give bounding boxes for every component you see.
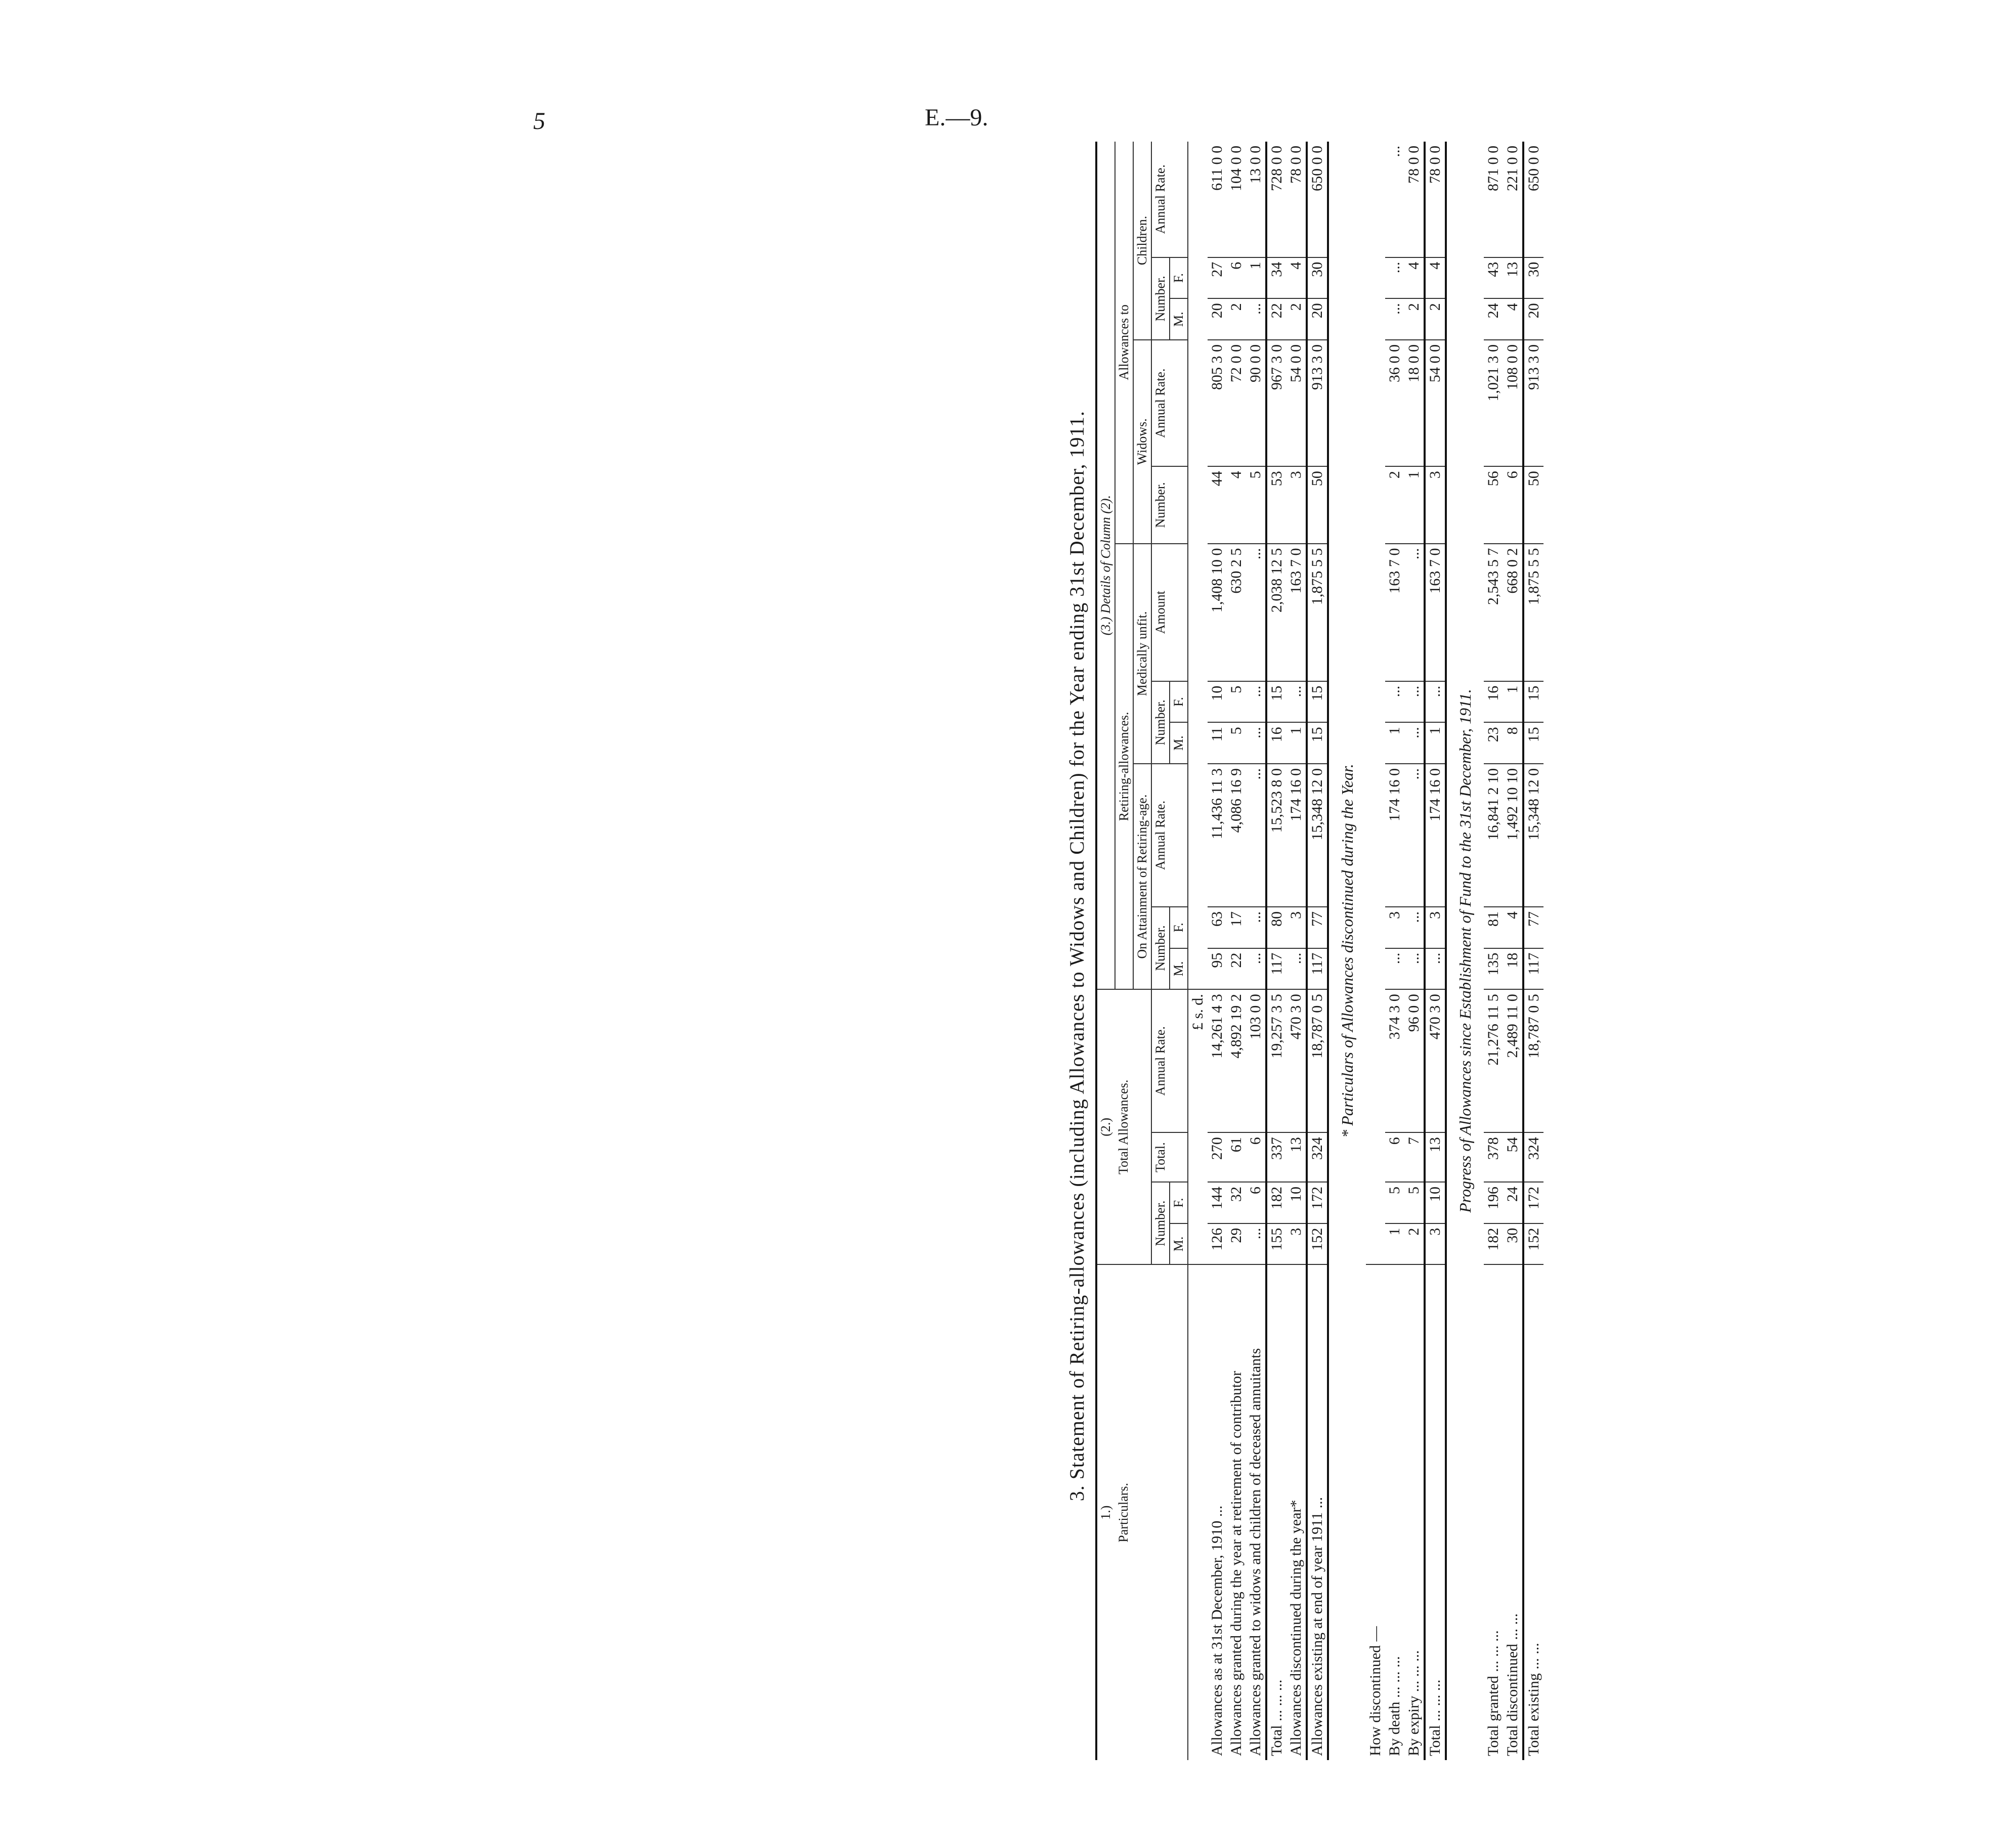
table-cell: 728 0 0 [1266, 142, 1286, 257]
table-row [1484, 142, 1503, 1760]
table-cell: 3 [1425, 907, 1446, 948]
table-cell: 78 0 0 [1425, 142, 1446, 257]
table-cell: 913 3 0 [1523, 340, 1543, 466]
table-cell: 2 [1425, 298, 1446, 340]
table-cell: 2,038 12 5 [1266, 544, 1286, 681]
table-cell: 27 [1208, 257, 1227, 299]
female-head: F. [1170, 907, 1188, 948]
table-cell: 6 [1246, 1132, 1266, 1182]
table-cell: 103 0 0 [1246, 989, 1266, 1132]
row-label: Allowances existing at end of year 1911 ... [1309, 1497, 1325, 1756]
table-cell: 108 0 0 [1503, 340, 1523, 466]
table-cell: 63 [1208, 907, 1227, 948]
table-cell: 15,348 12 0 [1523, 764, 1543, 907]
table-cell: 5 [1227, 681, 1246, 723]
table-cell: 11 [1208, 722, 1227, 764]
table-cell: 4,086 16 9 [1227, 764, 1246, 907]
male-head: M. [1170, 298, 1188, 340]
table-cell: 77 [1523, 907, 1543, 948]
table-cell: 5 [1246, 466, 1266, 543]
table-cell: 144 [1208, 1182, 1227, 1223]
table-cell: 6 [1246, 1182, 1266, 1223]
table-cell: 90 0 0 [1246, 340, 1266, 466]
row-label: By expiry ... ... ... [1405, 1650, 1422, 1756]
table-cell: ... [1404, 764, 1425, 907]
row-label: Allowances as at 31st December, 1910 ... [1209, 1505, 1225, 1756]
table-cell: 805 3 0 [1208, 340, 1227, 466]
discontinued-section-title: * Particulars of Allowances discontinued during the Year. [1338, 764, 1356, 1138]
page-number: 5 [533, 108, 545, 135]
table-cell: 2 [1404, 1223, 1425, 1265]
retiring-head: Retiring-allowances. [1115, 544, 1133, 990]
table-row [1385, 142, 1404, 1760]
table-cell: 2 [1385, 466, 1404, 543]
col2-head: (2.) [1096, 989, 1115, 1264]
table-cell: 22 [1266, 298, 1286, 340]
table-cell: 5 [1227, 722, 1246, 764]
table-cell: 10 [1208, 681, 1227, 723]
allowances-to-head: Allowances to [1115, 142, 1133, 544]
table-cell: 13 [1425, 1132, 1446, 1182]
table-cell: 13 0 0 [1246, 142, 1266, 257]
details-head: Details of Column (2). [1098, 495, 1113, 614]
col3-head: (3.) [1098, 617, 1113, 636]
table-cell: 3 [1425, 1223, 1446, 1265]
table-cell: 19,257 3 5 [1266, 989, 1286, 1132]
number-head: Number. [1151, 1182, 1170, 1264]
row-label: Total ... ... ... [1427, 1679, 1443, 1756]
table-cell: 913 3 0 [1307, 340, 1328, 466]
table-cell: 18,787 0 5 [1523, 989, 1543, 1132]
table-cell: ... [1404, 544, 1425, 681]
table-cell: ... [1425, 948, 1446, 990]
table-cell: 221 0 0 [1503, 142, 1523, 257]
table-cell: 16 [1484, 681, 1503, 723]
table-cell: 172 [1307, 1182, 1328, 1223]
row-label: Allowances granted during the year at retirement of contributor [1228, 1371, 1245, 1756]
male-head: M. [1170, 722, 1188, 764]
row-label: By death ... ... ... [1386, 1656, 1403, 1756]
table-cell: 1,492 10 10 [1503, 764, 1523, 907]
table-cell: 32 [1227, 1182, 1246, 1223]
rotated-statement [1065, 142, 2016, 1760]
table-cell: 152 [1307, 1223, 1328, 1265]
table-cell: 54 0 0 [1425, 340, 1446, 466]
on-attainment-head: On Attainment of Retiring-age. [1133, 764, 1151, 989]
table-cell: 16 [1266, 722, 1286, 764]
table-cell: 611 0 0 [1208, 142, 1227, 257]
table-cell: 44 [1208, 466, 1227, 543]
table-cell: ... [1385, 681, 1404, 723]
table-cell: 104 0 0 [1227, 142, 1246, 257]
table-cell: 1,021 3 0 [1484, 340, 1503, 466]
table-cell: ... [1404, 681, 1425, 723]
table-cell: 1 [1503, 681, 1523, 723]
number-head: Number. [1151, 466, 1188, 543]
table-cell: 182 [1266, 1182, 1286, 1223]
annual-rate-head: Annual Rate. [1151, 989, 1188, 1132]
table-cell: 163 7 0 [1385, 544, 1404, 681]
table-cell: 3 [1286, 1223, 1307, 1265]
table-cell: 6 [1385, 1132, 1404, 1182]
table-cell: 4 [1227, 466, 1246, 543]
table-cell: 1 [1425, 722, 1446, 764]
table-cell: 95 [1208, 948, 1227, 990]
total-head: Total. [1151, 1132, 1188, 1182]
statement-title: 3. Statement of Retiring-allowances (including Allowances to Widows and Children) for the Year ending 31st December, 1911. [1065, 410, 1088, 1502]
table-cell: ... [1286, 948, 1307, 990]
table-row [1523, 142, 1543, 1760]
table-cell: 15 [1266, 681, 1286, 723]
table-cell: 81 [1484, 907, 1503, 948]
table-cell: 155 [1266, 1223, 1286, 1265]
table-cell: 8 [1503, 722, 1523, 764]
table-row [1286, 142, 1307, 1760]
table-cell: 15 [1307, 681, 1328, 723]
table-cell: ... [1404, 948, 1425, 990]
table-cell: 15 [1307, 722, 1328, 764]
table-cell: 2 [1286, 298, 1307, 340]
table-cell: 2,543 5 7 [1484, 544, 1503, 681]
number-head: Number. [1151, 681, 1170, 764]
table-cell: 4 [1404, 257, 1425, 299]
table-cell: ... [1385, 142, 1404, 257]
col1-head: 1.) [1098, 1505, 1113, 1520]
table-cell: 54 0 0 [1286, 340, 1307, 466]
table-cell: 324 [1523, 1132, 1543, 1182]
table-cell: 163 7 0 [1425, 544, 1446, 681]
table-cell: 17 [1227, 907, 1246, 948]
table-cell: 3 [1425, 466, 1446, 543]
male-head: M. [1170, 948, 1188, 990]
table-cell: 15 [1523, 722, 1543, 764]
male-head: M. [1170, 1223, 1188, 1265]
children-head: Children. [1133, 142, 1151, 340]
table-cell: 117 [1266, 948, 1286, 990]
table-cell: ... [1404, 907, 1425, 948]
table-cell: 18 [1503, 948, 1523, 990]
table-cell: 18 0 0 [1404, 340, 1425, 466]
table-cell: 50 [1307, 466, 1328, 543]
table-cell: 152 [1523, 1223, 1543, 1265]
table-cell: 163 7 0 [1286, 544, 1307, 681]
annual-rate-head: Annual Rate. [1151, 142, 1188, 257]
table-cell: 126 [1208, 1223, 1227, 1265]
medically-unfit-head: Medically unfit. [1133, 544, 1151, 764]
table-cell: 11,436 11 3 [1208, 764, 1227, 907]
widows-head: Widows. [1133, 340, 1151, 544]
table-cell: 6 [1503, 466, 1523, 543]
table-row [1404, 142, 1425, 1760]
table-row [1227, 142, 1246, 1760]
table-cell: 2,489 11 0 [1503, 989, 1523, 1132]
table-cell: 34 [1266, 257, 1286, 299]
annual-rate-head: Annual Rate. [1151, 764, 1188, 907]
table-cell: ... [1385, 298, 1404, 340]
table-cell: 18,787 0 5 [1307, 989, 1328, 1132]
table-cell: 668 0 2 [1503, 544, 1523, 681]
table-cell: 4 [1503, 907, 1523, 948]
row-label: Total discontinued ... ... [1504, 1613, 1521, 1756]
table-cell: 1,875 5 5 [1523, 544, 1543, 681]
table-cell: 23 [1484, 722, 1503, 764]
table-cell: 1 [1385, 722, 1404, 764]
table-cell: ... [1246, 764, 1266, 907]
female-head: F. [1170, 681, 1188, 723]
table-row [1425, 142, 1446, 1760]
table-cell: 1 [1286, 722, 1307, 764]
table-cell: 20 [1523, 298, 1543, 340]
main-body [1188, 142, 1328, 1760]
table-cell: 3 [1286, 907, 1307, 948]
table-cell: 13 [1503, 257, 1523, 299]
table-cell: 56 [1484, 466, 1503, 543]
page-reference: E.—9. [925, 104, 989, 131]
table-cell: 5 [1404, 1182, 1425, 1223]
table-cell: 14,261 4 3 [1208, 989, 1227, 1132]
total-allowances-head: Total Allowances. [1115, 989, 1151, 1264]
table-cell: 16,841 2 10 [1484, 764, 1503, 907]
table-cell: 4 [1286, 257, 1307, 299]
table-cell: 7 [1404, 1132, 1425, 1182]
table-cell: 15,523 8 0 [1266, 764, 1286, 907]
table-cell: 196 [1484, 1182, 1503, 1223]
table-cell: ... [1286, 681, 1307, 723]
table-cell: ... [1246, 1223, 1266, 1265]
table-cell: 1 [1246, 257, 1266, 299]
table-cell: 1 [1385, 1223, 1404, 1265]
number-head: Number. [1151, 257, 1170, 340]
table-cell: ... [1385, 948, 1404, 990]
statement-table [1095, 142, 1543, 1760]
table-cell: 337 [1266, 1132, 1286, 1182]
table-cell: 3 [1286, 466, 1307, 543]
table-cell: 77 [1307, 907, 1328, 948]
table-cell: 4 [1503, 298, 1523, 340]
table-cell: 6 [1227, 257, 1246, 299]
table-cell: 20 [1208, 298, 1227, 340]
table-cell: 53 [1266, 466, 1286, 543]
table-cell: 135 [1484, 948, 1503, 990]
table-cell: ... [1246, 948, 1266, 990]
row-label: Total granted ... ... ... [1485, 1630, 1502, 1756]
table-row [1246, 142, 1266, 1760]
table-cell: 78 0 0 [1404, 142, 1425, 257]
table-cell: ... [1385, 257, 1404, 299]
table-cell: 3 [1385, 907, 1404, 948]
table-cell: 324 [1307, 1132, 1328, 1182]
table-cell: 72 0 0 [1227, 340, 1246, 466]
table-cell: 4,892 19 2 [1227, 989, 1246, 1132]
table-cell: 13 [1286, 1132, 1307, 1182]
progress-body [1484, 142, 1543, 1760]
table-cell: 5 [1385, 1182, 1404, 1223]
table-cell: 22 [1227, 948, 1246, 990]
table-cell: 182 [1484, 1223, 1503, 1265]
how-discontinued-label: How discontinued — [1367, 1626, 1384, 1756]
table-cell: ... [1246, 722, 1266, 764]
table-cell: 650 0 0 [1307, 142, 1328, 257]
table-cell: 374 3 0 [1385, 989, 1404, 1132]
table-cell: 1,408 10 0 [1208, 544, 1227, 681]
table-cell: 80 [1266, 907, 1286, 948]
units-label: £ s. d. [1188, 989, 1208, 1264]
table-cell: 61 [1227, 1132, 1246, 1182]
table-cell: ... [1425, 681, 1446, 723]
table-cell: 96 0 0 [1404, 989, 1425, 1132]
table-cell: 10 [1286, 1182, 1307, 1223]
row-label: Total ... ... ... [1268, 1679, 1285, 1756]
table-cell: 650 0 0 [1523, 142, 1543, 257]
row-label: Allowances discontinued during the year* [1288, 1500, 1304, 1756]
table-cell: 20 [1307, 298, 1328, 340]
female-head: F. [1170, 1182, 1188, 1223]
table-cell: 36 0 0 [1385, 340, 1404, 466]
table-row [1266, 142, 1286, 1760]
table-cell: 172 [1523, 1182, 1543, 1223]
table-cell: 1,875 5 5 [1307, 544, 1328, 681]
table-cell: 117 [1307, 948, 1328, 990]
table-cell: 117 [1523, 948, 1543, 990]
table-cell: ... [1404, 722, 1425, 764]
table-cell: ... [1246, 298, 1266, 340]
particulars-head: Particulars. [1116, 1482, 1131, 1543]
table-cell: 10 [1425, 1182, 1446, 1223]
table-cell: 24 [1484, 298, 1503, 340]
table-cell: ... [1246, 907, 1266, 948]
table-cell: 470 3 0 [1425, 989, 1446, 1132]
row-label: Allowances granted to widows and children of deceased annuitants [1247, 1348, 1264, 1756]
progress-section-title: Progress of Allowances since Establishment of Fund to the 31st December, 1911. [1456, 689, 1474, 1213]
table-cell: 15,348 12 0 [1307, 764, 1328, 907]
table-cell: 24 [1503, 1182, 1523, 1223]
table-cell: 30 [1503, 1223, 1523, 1265]
table-cell: 30 [1307, 257, 1328, 299]
table-cell: 871 0 0 [1484, 142, 1503, 257]
table-cell: 78 0 0 [1286, 142, 1307, 257]
table-cell: 1 [1404, 466, 1425, 543]
table-cell: 21,276 11 5 [1484, 989, 1503, 1132]
table-cell: 174 16 0 [1385, 764, 1404, 907]
table-cell: 29 [1227, 1223, 1246, 1265]
female-head: F. [1170, 257, 1188, 299]
row-label: Total existing ... ... [1525, 1643, 1542, 1756]
discontinued-body [1385, 142, 1446, 1760]
table-cell: 470 3 0 [1286, 989, 1307, 1132]
table-cell: 4 [1425, 257, 1446, 299]
table-cell: 30 [1523, 257, 1543, 299]
table-cell: 378 [1484, 1132, 1503, 1182]
table-row [1307, 142, 1328, 1760]
table-cell: 967 3 0 [1266, 340, 1286, 466]
table-cell: 174 16 0 [1286, 764, 1307, 907]
table-cell: 50 [1523, 466, 1543, 543]
table-cell: 15 [1523, 681, 1543, 723]
table-cell: 2 [1227, 298, 1246, 340]
table-cell: ... [1246, 681, 1266, 723]
table-cell: 174 16 0 [1425, 764, 1446, 907]
table-cell: 270 [1208, 1132, 1227, 1182]
number-head: Number. [1151, 907, 1170, 989]
amount-head: Amount [1151, 544, 1188, 681]
table-cell: ... [1246, 544, 1266, 681]
annual-rate-head: Annual Rate. [1151, 340, 1188, 466]
table-cell: 54 [1503, 1132, 1523, 1182]
table-cell: 2 [1404, 298, 1425, 340]
table-cell: 630 2 5 [1227, 544, 1246, 681]
table-row [1208, 142, 1227, 1760]
table-cell: 43 [1484, 257, 1503, 299]
table-row [1503, 142, 1523, 1760]
